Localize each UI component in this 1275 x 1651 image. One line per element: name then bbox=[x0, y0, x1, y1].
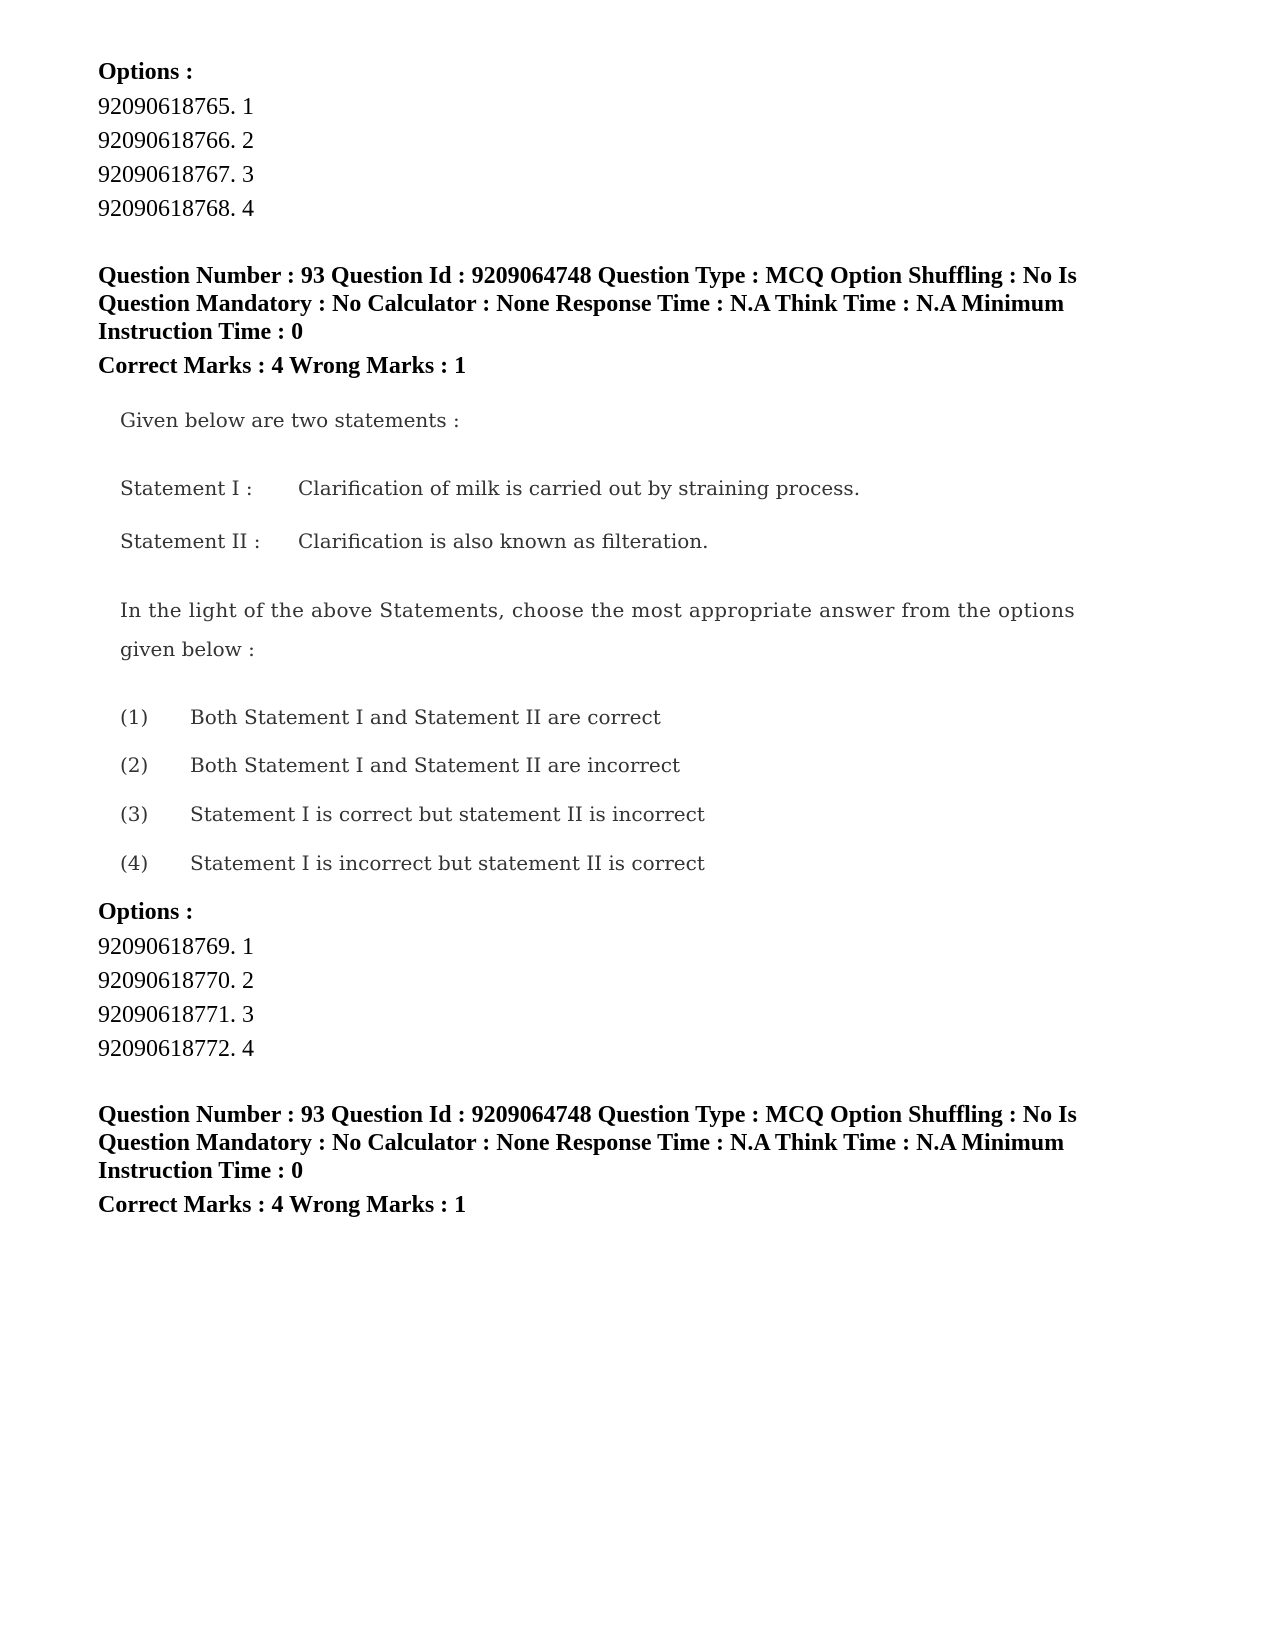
choice-number: (3) bbox=[120, 802, 149, 826]
top-options-block bbox=[98, 58, 1188, 226]
option-item: 92090618770. 2 bbox=[98, 968, 254, 994]
option-item: 92090618767. 3 bbox=[98, 162, 254, 188]
question-instruction: In the light of the above Statements, choose the most appropriate answer from the options bbox=[120, 598, 1075, 622]
option-item: 92090618766. 2 bbox=[98, 128, 254, 154]
question-header bbox=[98, 1101, 1188, 1219]
question-meta-line: Question Number : 93 Question Id : 9209064748 Question Type : MCQ Option Shuffling : No Is bbox=[98, 263, 1077, 289]
options-heading: Options : bbox=[98, 899, 194, 925]
question-meta-line: Question Mandatory : No Calculator : None Response Time : N.A Think Time : N.A Minimum bbox=[98, 1130, 1065, 1156]
choice-number: (1) bbox=[120, 705, 149, 729]
question-meta-line: Instruction Time : 0 bbox=[98, 319, 304, 345]
statement-2-text: Clarification is also known as filteration. bbox=[298, 529, 709, 553]
choice-number: (4) bbox=[120, 851, 149, 875]
question-instruction-cont: given below : bbox=[120, 637, 255, 661]
question-meta-line: Instruction Time : 0 bbox=[98, 1158, 304, 1184]
option-item: 92090618771. 3 bbox=[98, 1002, 254, 1028]
choice-text: Statement I is incorrect but statement II is correct bbox=[190, 851, 705, 875]
statement-1-text: Clarification of milk is carried out by straining process. bbox=[298, 476, 861, 500]
question-options-block bbox=[98, 898, 1188, 1066]
question-meta-line: Question Mandatory : No Calculator : None Response Time : N.A Think Time : N.A Minimum bbox=[98, 291, 1065, 317]
question-body bbox=[98, 408, 1088, 928]
option-item: 92090618769. 1 bbox=[98, 934, 254, 960]
choice-text: Both Statement I and Statement II are incorrect bbox=[190, 753, 681, 777]
option-item: 92090618772. 4 bbox=[98, 1036, 254, 1062]
question-header bbox=[98, 262, 1188, 380]
statement-2-label: Statement II : bbox=[120, 529, 261, 553]
options-heading: Options : bbox=[98, 59, 194, 85]
question-marks: Correct Marks : 4 Wrong Marks : 1 bbox=[98, 1192, 467, 1218]
option-item: 92090618765. 1 bbox=[98, 94, 254, 120]
choice-number: (2) bbox=[120, 753, 149, 777]
question-meta-line: Question Number : 93 Question Id : 9209064748 Question Type : MCQ Option Shuffling : No Is bbox=[98, 1102, 1077, 1128]
choice-text: Statement I is correct but statement II is incorrect bbox=[190, 802, 705, 826]
question-intro: Given below are two statements : bbox=[120, 408, 460, 432]
choice-text: Both Statement I and Statement II are correct bbox=[190, 705, 661, 729]
question-marks: Correct Marks : 4 Wrong Marks : 1 bbox=[98, 353, 467, 379]
statement-1-label: Statement I : bbox=[120, 476, 253, 500]
option-item: 92090618768. 4 bbox=[98, 196, 254, 222]
